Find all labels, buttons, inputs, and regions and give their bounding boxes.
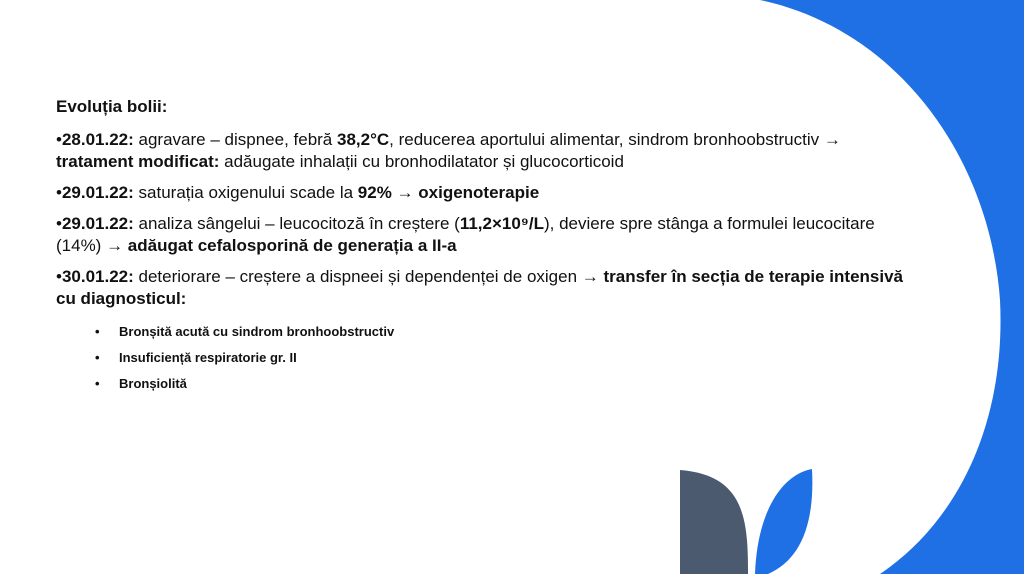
timeline-item-1: •28.01.22: agravare – dispnee, febră 38,2°C, reducerea aportului alimentar, sindrom bronhoobstructiv → tratament modificat: adăugate inhalații cu bronhodilatator și glucocorticoid: [56, 130, 841, 171]
item-bold: 11,2×10⁹/L: [459, 214, 544, 233]
item-text: deteriorare – creștere a dispneei și dependenței de oxigen →: [133, 267, 604, 286]
item-date: 30.01.22:: [61, 267, 134, 286]
item-bold: 92% → oxigenoterapie: [357, 183, 540, 202]
slide-content: [56, 96, 916, 397]
slide-title: Evoluția bolii:: [56, 97, 168, 116]
item-text: analiza sângelui – leucocitoză în creștere (: [133, 214, 460, 233]
item-date: 28.01.22:: [61, 130, 134, 149]
item-bold: 38,2°C: [336, 130, 390, 149]
item-text: saturația oxigenului scade la: [133, 183, 358, 202]
timeline-item-3: •29.01.22: analiza sângelui – leucocitoză în creștere (11,2×10⁹/L), deviere spre stânga a formulei leucocitare (14%) → adăugat cefalosporină de generația a II-a: [56, 214, 875, 255]
item-date: 29.01.22:: [61, 183, 134, 202]
timeline-item-2: •29.01.22: saturația oxigenului scade la 92% → oxigenoterapie: [56, 183, 540, 202]
diagnosis-list: [56, 319, 916, 397]
diagnosis-item: • Bronșită acută cu sindrom bronhoobstructiv: [56, 319, 916, 345]
item-text: ), deviere spre stânga a formulei leucocitare (14%) →: [56, 214, 875, 255]
item-bold: tratament modificat:: [56, 152, 220, 171]
item-bold: adăugat cefalosporină de generația a II-a: [127, 236, 457, 255]
diagnosis-item: • Bronșiolită: [56, 371, 916, 397]
item-text: agravare – dispnee, febră: [133, 130, 337, 149]
diagnosis-item: • Insuficiență respiratorie gr. II: [56, 345, 916, 371]
item-bold: transfer în secția de terapie intensivă cu diagnosticul:: [56, 267, 903, 308]
item-text: , reducerea aportului alimentar, sindrom bronhoobstructiv →: [389, 130, 841, 149]
item-date: 29.01.22:: [61, 214, 134, 233]
item-text: adăugate inhalații cu bronhodilatator și glucocorticoid: [219, 152, 624, 171]
timeline-item-4: •30.01.22: deteriorare – creștere a dispneei și dependenței de oxigen → transfer în secția de terapie intensivă cu diagnosticul:: [56, 267, 903, 308]
